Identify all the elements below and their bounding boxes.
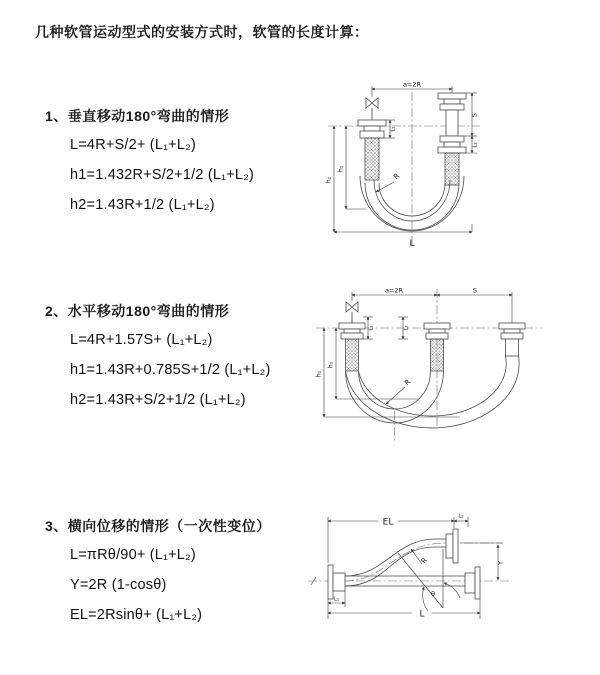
dim-label-theta: θ: [431, 590, 435, 598]
braided-hose-left: [365, 138, 379, 180]
valve-icon: [346, 302, 358, 323]
dim-label-h1: h₁: [336, 165, 345, 173]
diagram-lateral-displacement: [300, 501, 600, 649]
section-3: [45, 516, 271, 623]
dimension-h1: [327, 328, 419, 399]
section-1: [45, 106, 255, 213]
dim-label-r: R: [403, 377, 413, 388]
flange-right-moved-position: [499, 323, 525, 356]
dim-label-r: R: [419, 556, 430, 566]
dim-label-h1: h₁: [326, 361, 335, 369]
section-1-heading: 1、垂直移动180°弯曲的情形: [45, 108, 230, 124]
dim-label-r: R: [392, 171, 402, 182]
dim-label-h2: h₂: [314, 370, 323, 378]
flange-middle: [424, 323, 450, 371]
dim-label-y: Y: [496, 561, 505, 565]
flange-right-lower: [465, 567, 480, 599]
dimension-h2: [325, 126, 335, 232]
section-2-formula-l: L=4R+1.57S+ (L₁+L₂): [70, 332, 213, 348]
braided-hose-middle: [431, 339, 444, 371]
braided-hose-left: [346, 339, 359, 371]
dimension-el: [328, 517, 454, 566]
flange-right-upper: [446, 529, 458, 563]
dim-label-l1: L₁: [333, 596, 340, 603]
section-1-formula-h2: h2=1.43R+1/2 (L₁+L₂): [70, 197, 215, 213]
section-2-heading: 2、水平移动180°弯曲的情形: [45, 303, 230, 319]
dimension-l2: [454, 514, 468, 528]
section-3-formula-y: Y=2R (1-cosθ): [70, 577, 167, 593]
radius-leader: [411, 549, 429, 565]
dimension-length: [334, 224, 472, 249]
diagram-vertical-180-bend: [312, 76, 560, 254]
section-3-heading: 3、横向位移的情形（一次性变位）: [45, 518, 271, 534]
dim-label-length: L: [419, 609, 425, 620]
flange-left: [328, 565, 345, 599]
section-3-formula-el: EL=2Rsinθ+ (L₁+L₂): [70, 607, 203, 623]
dim-label-s: S: [470, 112, 479, 118]
dimension-l2: [472, 136, 479, 153]
dimension-length: [328, 596, 480, 620]
section-1-formula-h1: h1=1.432R+S/2+1/2 (L₁+L₂): [70, 167, 255, 183]
valve-icon: [366, 98, 378, 120]
page-title: 几种软管运动型式的安装方式时，软管的长度计算：: [35, 24, 369, 40]
section-2-formula-h1: h1=1.43R+0.785S+1/2 (L₁+L₂): [70, 362, 271, 378]
dim-label-l2: L₂: [458, 513, 464, 520]
flange-right: [438, 93, 466, 185]
braided-hose-right: [445, 153, 459, 185]
dim-label-el: EL: [382, 517, 394, 528]
dimension-span-a2r: [352, 287, 512, 324]
dim-label-length: L: [409, 239, 415, 249]
dim-label-l2: L₂: [403, 325, 410, 331]
flange-left: [358, 120, 386, 180]
dimension-s: [437, 287, 512, 296]
section-3-formula-l: L=πRθ/90+ (L₁+L₂): [70, 547, 196, 563]
dim-label-a2r: a=2R: [384, 286, 404, 295]
dim-label-l2: L₂: [472, 142, 479, 148]
dim-label-l1: L₁: [390, 126, 397, 132]
section-1-formula-l: L=4R+S/2+ (L₁+L₂): [70, 137, 196, 153]
diagram-horizontal-180-bend: [310, 281, 572, 459]
radius-leader: [386, 378, 412, 404]
dim-label-h2: h₂: [324, 176, 333, 184]
dim-label-s: S: [472, 286, 478, 295]
section-2: [45, 301, 271, 408]
dimension-h1: [337, 126, 367, 209]
dim-label-l1: L₁: [368, 325, 375, 331]
dim-label-a2r: a=2R: [402, 80, 422, 89]
flange-left: [339, 323, 365, 371]
hose-displaced-position: [345, 539, 446, 586]
section-2-formula-h2: h2=1.43R+S/2+1/2 (L₁+L₂): [70, 392, 246, 408]
